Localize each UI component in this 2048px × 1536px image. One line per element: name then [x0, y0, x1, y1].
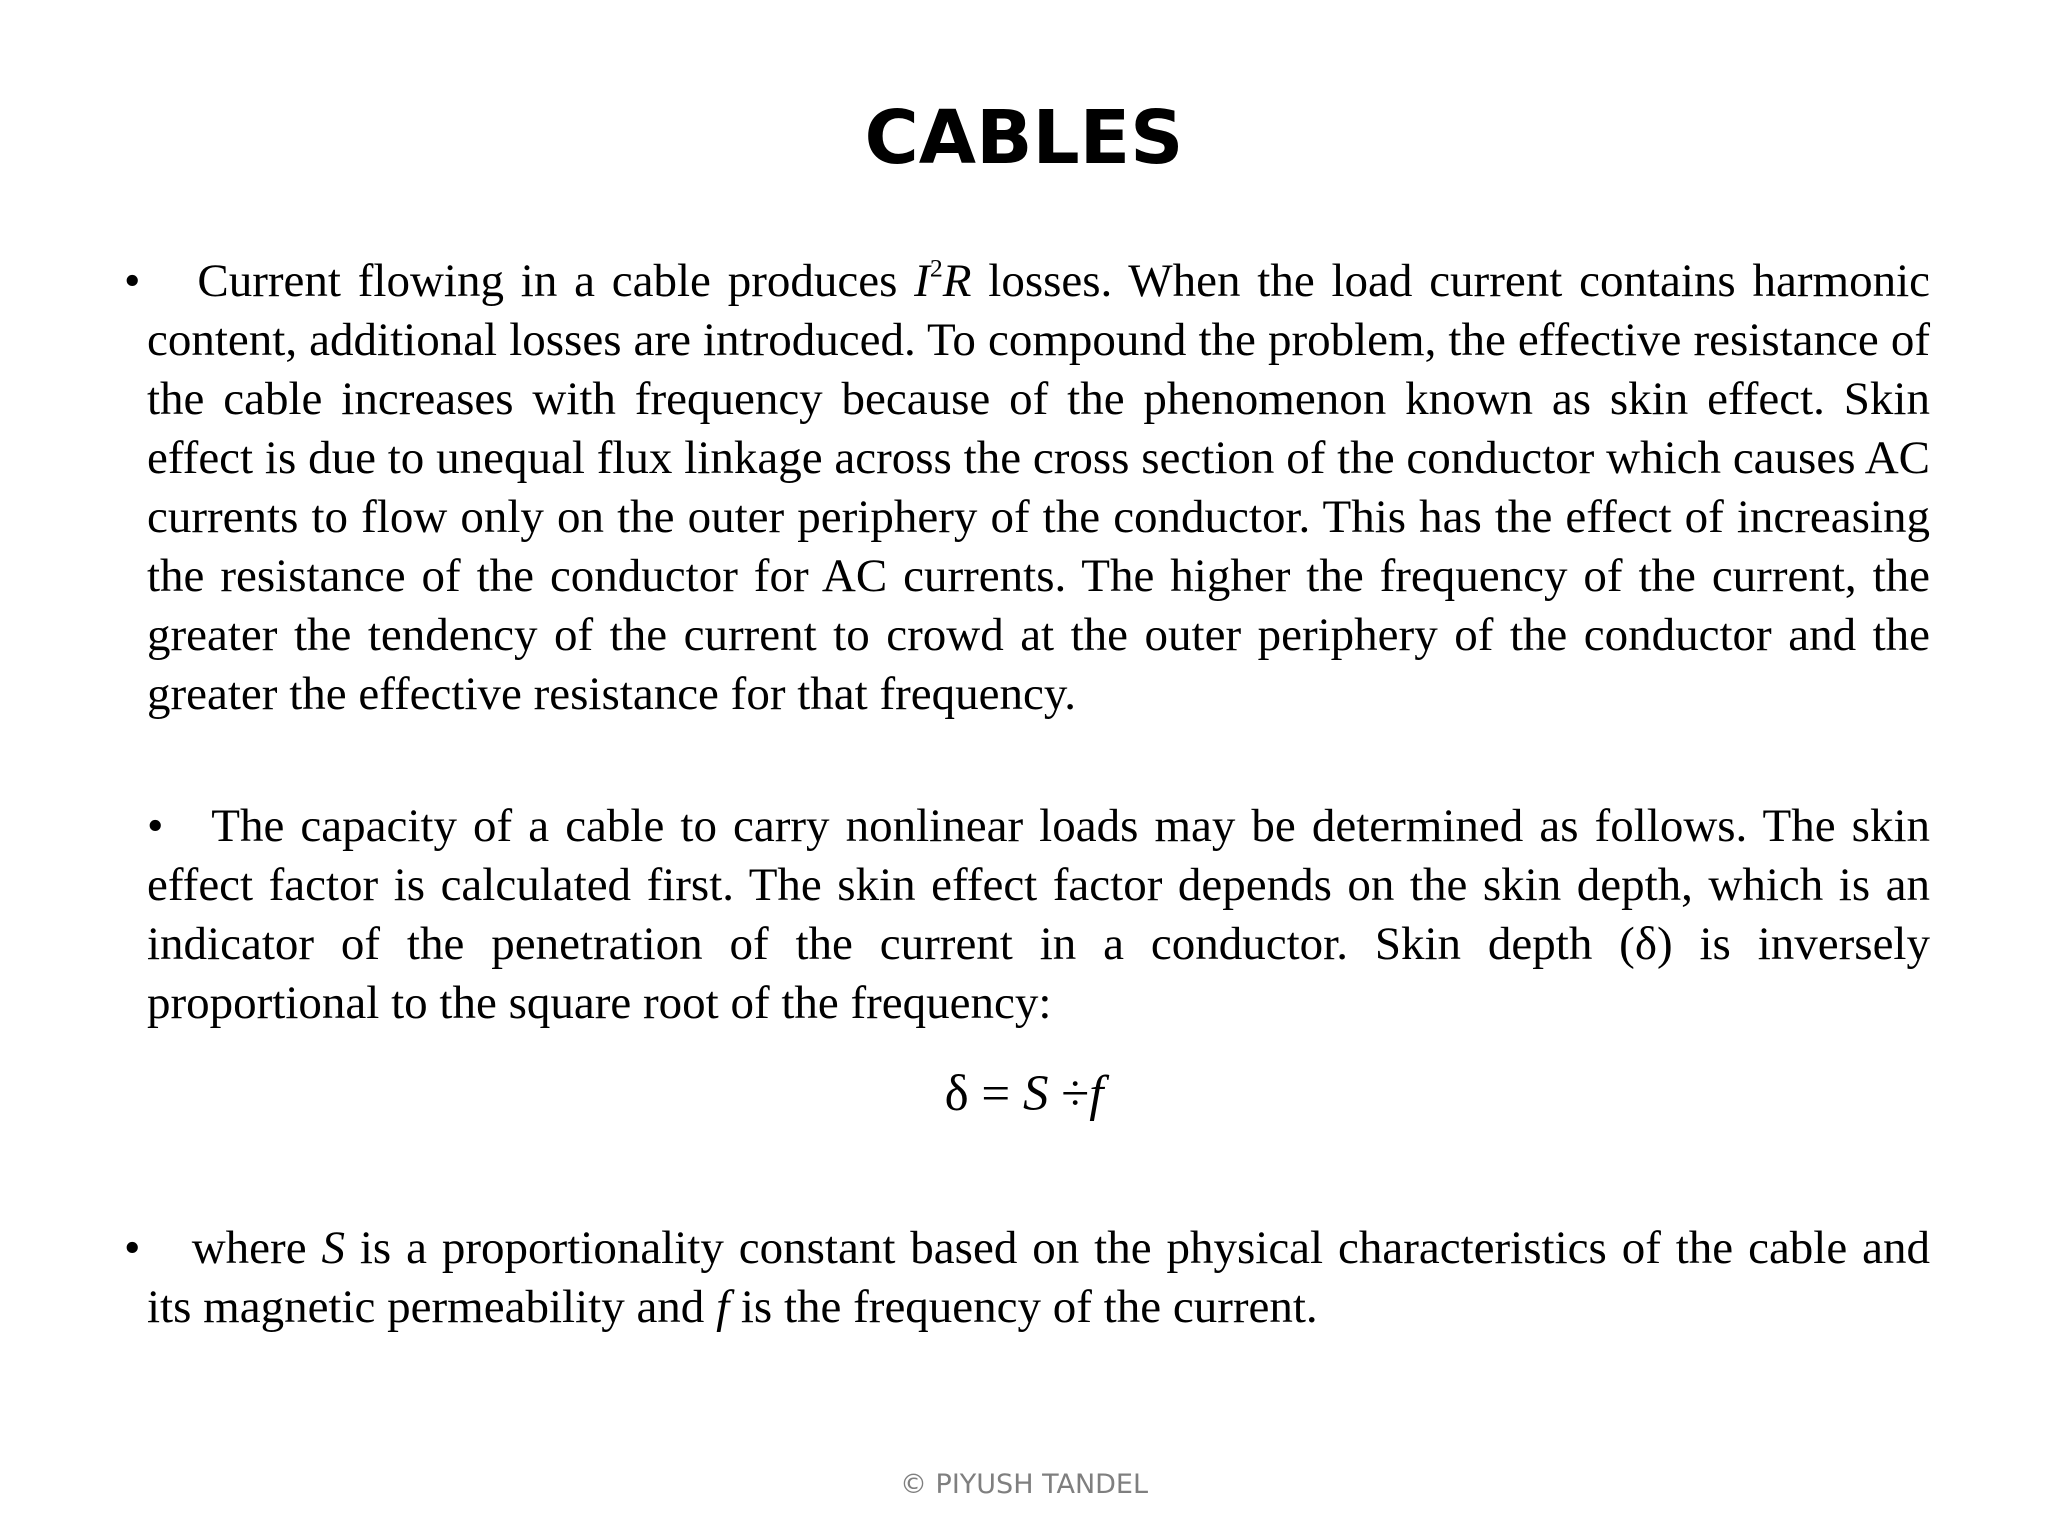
para1-rest: losses. When the load current contains harmonic content, additional losses are introduced. To compound the problem, the effective resistance of the cable increases with frequency because of the phenomenon known as skin effect. Skin effect is due to unequal flux linkage across the cross section of the conductor which causes AC currents to flow only on the outer periphery of the conductor. This has the effect of increasing the resistance of the conductor for AC currents. The higher the frequency of the current, the greater the tendency of the current to crowd at the outer periphery of the conductor and the greater the effective resistance for that frequency.	[147, 255, 1930, 720]
bullet-marker: •	[124, 255, 141, 307]
formula-f-symbol: f	[1089, 1066, 1104, 1122]
paragraph-cable-capacity	[147, 797, 1930, 1033]
formula-operator: ÷	[1048, 1066, 1090, 1122]
formula-s-symbol: S	[1022, 1066, 1049, 1122]
copyright-footer: © PIYUSH TANDEL	[899, 1469, 1149, 1500]
exponent: 2	[929, 253, 943, 283]
slide-title: CABLES	[864, 95, 1184, 181]
f-symbol: f	[716, 1281, 730, 1333]
current-symbol: I	[914, 255, 930, 307]
para3-mid: is a proportionality constant based on the physical characteristics of the cable and its magnetic permeability and	[147, 1222, 1930, 1333]
para1-lead: Current flowing in a cable produces	[197, 255, 915, 307]
bullet-marker: •	[124, 1222, 141, 1274]
para3-rest: is the frequency of the current.	[729, 1281, 1318, 1333]
paragraph-skin-effect	[147, 252, 1930, 724]
s-symbol: S	[321, 1222, 345, 1274]
para2-text: The capacity of a cable to carry nonlinear loads may be determined as follows. The skin effect factor is calculated first. The skin effect factor depends on the skin depth, which is an indicator of the penetration of the current in a conductor. Skin depth (δ) is inversely proportional to the square root of the frequency:	[147, 800, 1931, 1029]
resistance-symbol: R	[942, 255, 972, 307]
formula-lhs: δ =	[944, 1066, 1023, 1122]
para3-lead: where	[191, 1222, 322, 1274]
paragraph-definitions	[147, 1219, 1930, 1337]
skin-depth-formula	[0, 1062, 2048, 1126]
bullet-marker: •	[147, 800, 164, 852]
